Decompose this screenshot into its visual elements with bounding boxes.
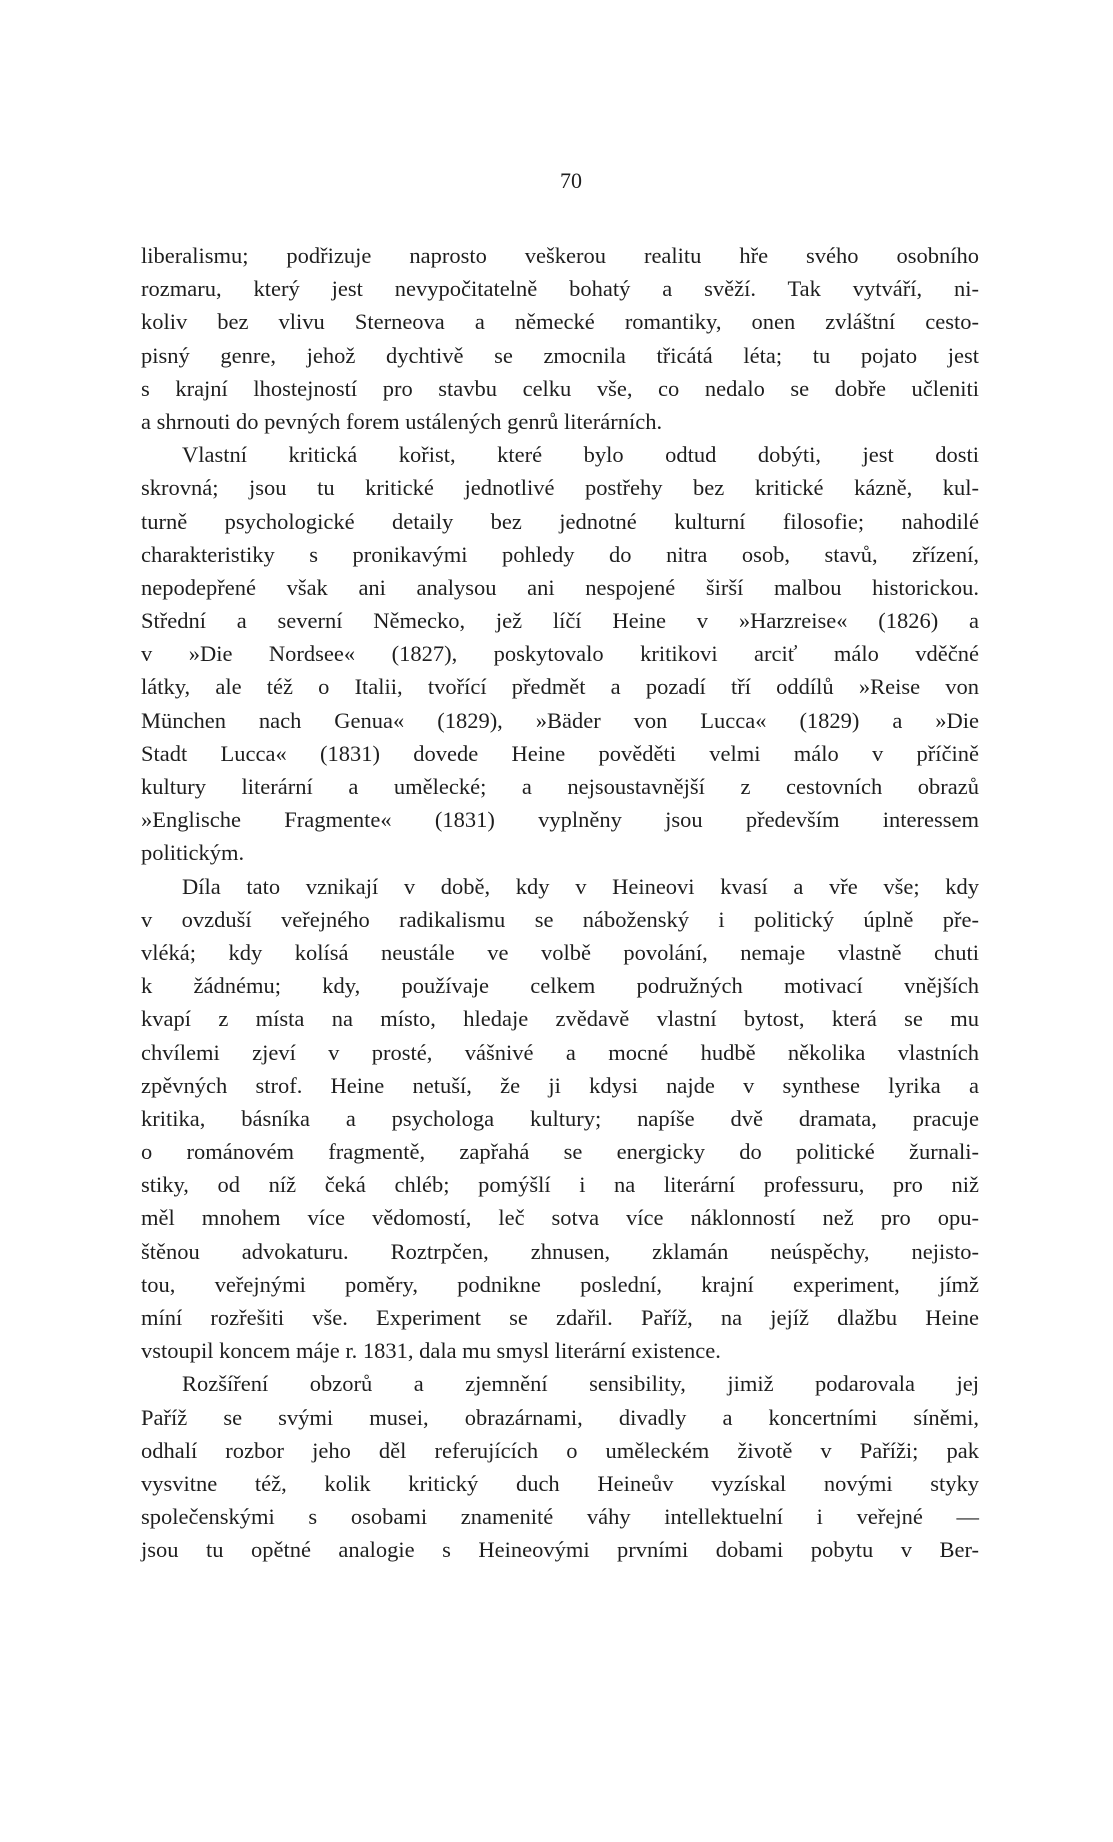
text-line: s krajní lhostejností pro stavbu celku vše, co nedalo se dobře učleniti: [141, 375, 979, 401]
text-line: kultury literární a umělecké; a nejsoustavnější z cestovních obrazů: [141, 774, 979, 799]
text-line: k žádnému; kdy, používaje celkem podružných motivací vnějších: [141, 973, 979, 999]
page-number: 70: [560, 168, 582, 193]
text-line: zpěvných strof. Heine netuší, že ji kdysi najde v synthese lyrika a: [141, 1072, 979, 1098]
text-line: skrovná; jsou tu kritické jednotlivé postřehy bez kritické kázně, kul-: [141, 475, 979, 501]
text-line: nepodepřené však ani analysou ani nespojené širší malbou historickou.: [141, 574, 979, 600]
text-line: politickým.: [141, 840, 245, 866]
text-line: Stadt Lucca« (1831) dovede Heine pověděti velmi málo v příčině: [141, 740, 979, 766]
text-line: měl mnohem více vědomostí, leč sotva více náklonností než pro opu-: [141, 1205, 979, 1231]
text-line: v »Die Nordsee« (1827), poskytovalo kritikovi arciť málo vděčné: [141, 641, 979, 667]
text-line: Vlastní kritická kořist, které bylo odtud dobýti, jest dosti: [182, 442, 979, 468]
text-line: pisný genre, jehož dychtivě se zmocnila třicátá léta; tu pojato jest: [141, 342, 979, 368]
text-line: v ovzduší veřejného radikalismu se náboženský i politický úplně pře-: [141, 906, 979, 932]
text-line: stiky, od níž čeká chléb; pomýšlí i na literární professuru, pro niž: [141, 1172, 979, 1198]
text-line: turně psychologické detaily bez jednotné kulturní filosofie; nahodilé: [141, 508, 979, 534]
text-line: tou, veřejnými poměry, podnikne poslední, krajní experiment, jímž: [141, 1271, 979, 1297]
text-line: Rozšíření obzorů a zjemnění sensibility, jimiž podarovala jej: [182, 1371, 979, 1397]
text-line: míní rozřešiti vše. Experiment se zdařil. Paříž, na jejíž dlažbu Heine: [141, 1305, 979, 1330]
text-line: München nach Genua« (1829), »Bäder von Lucca« (1829) a »Die: [141, 707, 979, 733]
text-line: rozmaru, který jest nevypočitatelně bohatý a svěží. Tak vytváří, ni-: [141, 276, 979, 302]
text-line: »Englische Fragmente« (1831) vyplněny jsou především interessem: [141, 807, 979, 833]
text-line: Paříž se svými musei, obrazárnami, divadly a koncertními síněmi,: [141, 1404, 979, 1430]
text-line: a shrnouti do pevných forem ustálených genrů literárních.: [141, 408, 663, 434]
text-line: Střední a severní Německo, jež líčí Heine v »Harzreise« (1826) a: [141, 608, 979, 634]
text-line: o románovém fragmentě, zapřahá se energicky do politické žurnali-: [141, 1139, 979, 1165]
text-line: vysvitne též, kolik kritický duch Heineův vyzískal novými styky: [141, 1470, 979, 1496]
text-line: vstoupil koncem máje r. 1831, dala mu smysl literární existence.: [141, 1338, 721, 1364]
text-line: liberalismu; podřizuje naprosto veškerou realitu hře svého osobního: [141, 243, 979, 268]
text-line: vléká; kdy kolísá neustále ve volbě povolání, nemaje vlastně chuti: [141, 939, 979, 965]
text-line: koliv bez vlivu Sterneova a německé romantiky, onen zvláštní cesto-: [141, 309, 979, 335]
text-line: charakteristiky s pronikavými pohledy do nitra osob, stavů, zřízení,: [141, 541, 979, 567]
text-line: kritika, básníka a psychologa kultury; napíše dvě dramata, pracuje: [141, 1105, 979, 1131]
text-line: Díla tato vznikají v době, kdy v Heineovi kvasí a vře vše; kdy: [182, 873, 979, 899]
body-text: [141, 239, 979, 1567]
text-line: jsou tu opětné analogie s Heineovými prvními dobami pobytu v Ber-: [141, 1537, 979, 1563]
text-line: chvílemi zjeví v prosté, vášnivé a mocné hudbě několika vlastních: [141, 1039, 979, 1065]
text-line: kvapí z místa na místo, hledaje zvědavě vlastní bytost, která se mu: [141, 1006, 979, 1032]
text-line: odhalí rozbor jeho děl referujících o uměleckém životě v Paříži; pak: [141, 1437, 979, 1463]
text-line: štěnou advokaturu. Roztrpčen, zhnusen, zklamán neúspěchy, nejisto-: [141, 1238, 979, 1264]
text-line: společenskými s osobami znamenité váhy intellektuelní i veřejné —: [141, 1504, 979, 1530]
text-line: látky, ale též o Italii, tvořící předmět a pozadí tří oddílů »Reise von: [141, 674, 979, 700]
